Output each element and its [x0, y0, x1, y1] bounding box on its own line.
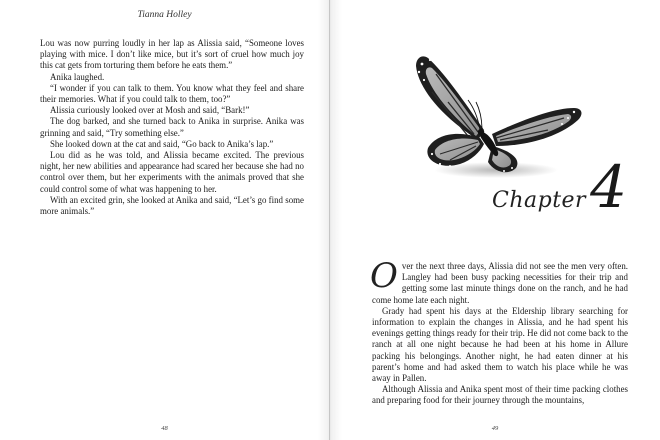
drop-cap: O [370, 256, 398, 296]
paragraph: Although Alissia and Anika spent most of their time packing clothes and preparing food for their journey through the mountains, [372, 384, 628, 406]
chapter-heading [492, 153, 627, 221]
chapter-word: Chapter [492, 188, 587, 213]
paragraph: Lou did as he was told, and Alissia became excited. The previous night, her new abilities and appearance had scared her because she had no control over them, but her experiments with the animals proved that she could control some of what was happening to her. [40, 150, 304, 194]
right-page-body [370, 256, 628, 407]
paragraph [370, 256, 628, 306]
paragraph: Alissia curiously looked over at Mosh and said, “Bark!” [50, 105, 250, 116]
page-number-left: 48 [161, 425, 168, 432]
page-number-right: 49 [491, 425, 499, 432]
paragraph: Grady had spent his days at the Eldership library searching for information to explain the changes in Alissia, and he had spent his evenings getting things ready for their trip. He did not come back to the ranch at all one night because he had been at his home in Allure packing his belongings. Another night, he had eaten dinner at his parent’s home and had asked them to watch his place while he was away in Pallen. [372, 305, 628, 384]
paragraph: “I wonder if you can talk to them. You know what they feel and share their memories. What if you could talk to them, too?” [40, 82, 304, 105]
chapter-number: 4 [590, 153, 627, 221]
paragraph: Lou was now purring loudly in her lap as Alissia said, “Someone loves playing with mice. I don’t like mice, but it’s sort of cruel how much joy this cat gets from torturing them before he eats them.” [40, 38, 304, 71]
running-head: Tianna Holley [137, 10, 192, 20]
paragraph: She looked down at the cat and said, “Go back to Anika’s lap.” [50, 138, 274, 149]
right-page [330, 0, 660, 440]
paragraph-text: ver the next three days, Alissia did not see the men very often. Langley had been busy packing necessities for their trip and getting some last minute things done on the ranch, and he had come home late each night. [372, 261, 628, 305]
paragraph: The dog barked, and she turned back to Anika in surprise. Anika was grinning and said, “Try something else.” [40, 116, 304, 138]
paragraph: Anika laughed. [50, 71, 105, 82]
paragraph: With an excited grin, she looked at Anika and said, “Let’s go find some more animals.” [40, 194, 304, 217]
left-page-body [40, 38, 304, 217]
